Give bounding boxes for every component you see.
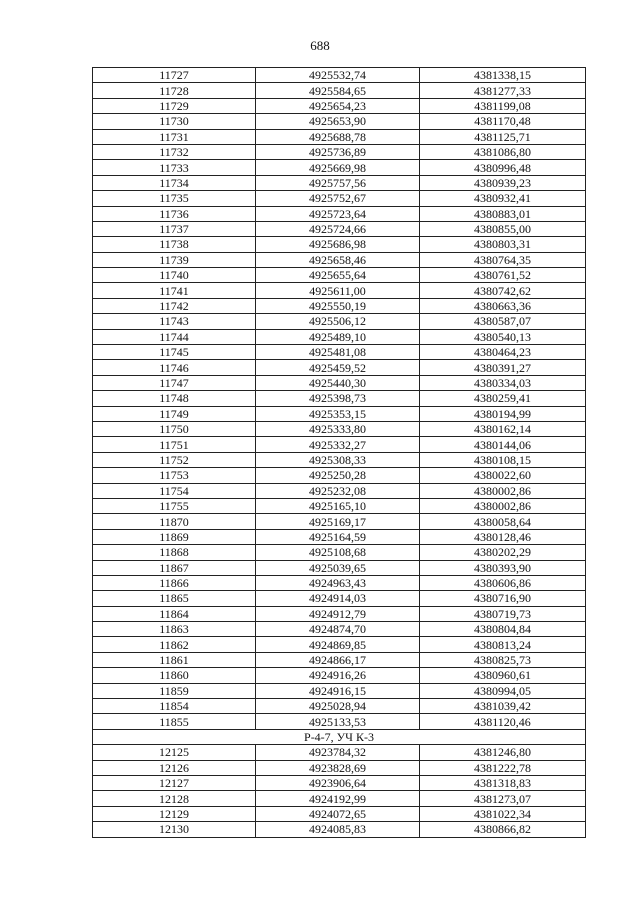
table-row — [93, 191, 586, 206]
table-row — [93, 699, 586, 714]
y-coordinate-cell: 4380540,13 — [420, 329, 586, 344]
y-coordinate-cell: 4381039,42 — [420, 699, 586, 714]
x-coordinate-cell: 4925398,73 — [256, 391, 420, 406]
y-coordinate-cell: 4380128,46 — [420, 529, 586, 544]
table-row — [93, 468, 586, 483]
x-coordinate-cell: 4925440,30 — [256, 375, 420, 390]
point-number-cell: 11751 — [93, 437, 256, 452]
table-row — [93, 83, 586, 98]
point-number-cell: 11864 — [93, 606, 256, 621]
x-coordinate-cell: 4924874,70 — [256, 622, 420, 637]
y-coordinate-cell: 4380259,41 — [420, 391, 586, 406]
x-coordinate-cell: 4925611,00 — [256, 283, 420, 298]
table-row — [93, 745, 586, 760]
table-row — [93, 391, 586, 406]
table-row — [93, 175, 586, 190]
table-row — [93, 98, 586, 113]
x-coordinate-cell: 4923784,32 — [256, 745, 420, 760]
point-number-cell: 12127 — [93, 775, 256, 790]
y-coordinate-cell: 4381022,34 — [420, 806, 586, 821]
point-number-cell: 11755 — [93, 498, 256, 513]
point-number-cell: 11744 — [93, 329, 256, 344]
table-row — [93, 498, 586, 513]
table-row — [93, 206, 586, 221]
point-number-cell: 11862 — [93, 637, 256, 652]
y-coordinate-cell: 4380813,24 — [420, 637, 586, 652]
y-coordinate-cell: 4381318,83 — [420, 775, 586, 790]
coordinates-table — [92, 67, 586, 838]
point-number-cell: 11863 — [93, 622, 256, 637]
x-coordinate-cell: 4923828,69 — [256, 760, 420, 775]
point-number-cell: 11750 — [93, 421, 256, 436]
table-row — [93, 114, 586, 129]
x-coordinate-cell: 4925332,27 — [256, 437, 420, 452]
x-coordinate-cell: 4925108,68 — [256, 545, 420, 560]
y-coordinate-cell: 4381170,48 — [420, 114, 586, 129]
x-coordinate-cell: 4925481,08 — [256, 345, 420, 360]
table-row — [93, 791, 586, 806]
y-coordinate-cell: 4380002,86 — [420, 483, 586, 498]
table-row — [93, 483, 586, 498]
table-row — [93, 437, 586, 452]
y-coordinate-cell: 4380162,14 — [420, 421, 586, 436]
x-coordinate-cell: 4925489,10 — [256, 329, 420, 344]
x-coordinate-cell: 4924085,83 — [256, 822, 420, 837]
point-number-cell: 11870 — [93, 514, 256, 529]
x-coordinate-cell: 4925133,53 — [256, 714, 420, 729]
y-coordinate-cell: 4380058,64 — [420, 514, 586, 529]
table-row — [93, 529, 586, 544]
point-number-cell: 11860 — [93, 668, 256, 683]
table-row — [93, 775, 586, 790]
table-row — [93, 668, 586, 683]
x-coordinate-cell: 4925169,17 — [256, 514, 420, 529]
x-coordinate-cell: 4925232,08 — [256, 483, 420, 498]
x-coordinate-cell: 4925550,19 — [256, 298, 420, 313]
point-number-cell: 11740 — [93, 268, 256, 283]
x-coordinate-cell: 4925164,59 — [256, 529, 420, 544]
point-number-cell: 11731 — [93, 129, 256, 144]
table-row — [93, 683, 586, 698]
x-coordinate-cell: 4924192,99 — [256, 791, 420, 806]
point-number-cell: 11730 — [93, 114, 256, 129]
y-coordinate-cell: 4380194,99 — [420, 406, 586, 421]
point-number-cell: 11754 — [93, 483, 256, 498]
table-body — [93, 68, 586, 838]
x-coordinate-cell: 4925459,52 — [256, 360, 420, 375]
x-coordinate-cell: 4925752,67 — [256, 191, 420, 206]
y-coordinate-cell: 4380716,90 — [420, 591, 586, 606]
point-number-cell: 11861 — [93, 652, 256, 667]
table-row — [93, 452, 586, 467]
x-coordinate-cell: 4925250,28 — [256, 468, 420, 483]
table-row — [93, 268, 586, 283]
table-row — [93, 806, 586, 821]
table-row — [93, 252, 586, 267]
x-coordinate-cell: 4925165,10 — [256, 498, 420, 513]
table-row — [93, 68, 586, 83]
point-number-cell: 11749 — [93, 406, 256, 421]
y-coordinate-cell: 4381199,08 — [420, 98, 586, 113]
point-number-cell: 12125 — [93, 745, 256, 760]
point-number-cell: 11753 — [93, 468, 256, 483]
y-coordinate-cell: 4380761,52 — [420, 268, 586, 283]
point-number-cell: 11854 — [93, 699, 256, 714]
table-row — [93, 283, 586, 298]
x-coordinate-cell: 4923906,64 — [256, 775, 420, 790]
point-number-cell: 11736 — [93, 206, 256, 221]
y-coordinate-cell: 4380804,84 — [420, 622, 586, 637]
x-coordinate-cell: 4925757,56 — [256, 175, 420, 190]
point-number-cell: 11732 — [93, 144, 256, 159]
point-number-cell: 12129 — [93, 806, 256, 821]
table-row — [93, 345, 586, 360]
page-number: 688 — [310, 38, 330, 53]
table-row — [93, 375, 586, 390]
x-coordinate-cell: 4925688,78 — [256, 129, 420, 144]
table-row — [93, 221, 586, 236]
x-coordinate-cell: 4925723,64 — [256, 206, 420, 221]
x-coordinate-cell: 4925308,33 — [256, 452, 420, 467]
table-row — [93, 314, 586, 329]
table-row — [93, 652, 586, 667]
y-coordinate-cell: 4380883,01 — [420, 206, 586, 221]
point-number-cell: 11742 — [93, 298, 256, 313]
point-number-cell: 11737 — [93, 221, 256, 236]
point-number-cell: 11752 — [93, 452, 256, 467]
point-number-cell: 11868 — [93, 545, 256, 560]
y-coordinate-cell: 4380663,36 — [420, 298, 586, 313]
table-row — [93, 822, 586, 837]
x-coordinate-cell: 4925655,64 — [256, 268, 420, 283]
y-coordinate-cell: 4381222,78 — [420, 760, 586, 775]
table-row — [93, 622, 586, 637]
y-coordinate-cell: 4380960,61 — [420, 668, 586, 683]
table-row — [93, 329, 586, 344]
y-coordinate-cell: 4380803,31 — [420, 237, 586, 252]
table-row — [93, 714, 586, 729]
y-coordinate-cell: 4381086,80 — [420, 144, 586, 159]
x-coordinate-cell: 4924916,26 — [256, 668, 420, 683]
point-number-cell: 11733 — [93, 160, 256, 175]
table-row — [93, 545, 586, 560]
point-number-cell: 11859 — [93, 683, 256, 698]
y-coordinate-cell: 4380994,05 — [420, 683, 586, 698]
y-coordinate-cell: 4380464,23 — [420, 345, 586, 360]
point-number-cell: 11855 — [93, 714, 256, 729]
x-coordinate-cell: 4924072,65 — [256, 806, 420, 821]
table-row — [93, 606, 586, 621]
table-row — [93, 160, 586, 175]
point-number-cell: 12130 — [93, 822, 256, 837]
point-number-cell: 11747 — [93, 375, 256, 390]
y-coordinate-cell: 4381338,15 — [420, 68, 586, 83]
table-row — [93, 129, 586, 144]
x-coordinate-cell: 4925028,94 — [256, 699, 420, 714]
y-coordinate-cell: 4380144,06 — [420, 437, 586, 452]
x-coordinate-cell: 4924912,79 — [256, 606, 420, 621]
point-number-cell: 11739 — [93, 252, 256, 267]
x-coordinate-cell: 4925724,66 — [256, 221, 420, 236]
point-number-cell: 11865 — [93, 591, 256, 606]
y-coordinate-cell: 4380866,82 — [420, 822, 586, 837]
x-coordinate-cell: 4924866,17 — [256, 652, 420, 667]
x-coordinate-cell: 4924916,15 — [256, 683, 420, 698]
x-coordinate-cell: 4925736,89 — [256, 144, 420, 159]
y-coordinate-cell: 4380939,23 — [420, 175, 586, 190]
point-number-cell: 11727 — [93, 68, 256, 83]
point-number-cell: 12126 — [93, 760, 256, 775]
table-row — [93, 406, 586, 421]
point-number-cell: 11869 — [93, 529, 256, 544]
y-coordinate-cell: 4380334,03 — [420, 375, 586, 390]
point-number-cell: 11746 — [93, 360, 256, 375]
y-coordinate-cell: 4380932,41 — [420, 191, 586, 206]
point-number-cell: 11867 — [93, 560, 256, 575]
y-coordinate-cell: 4380825,73 — [420, 652, 586, 667]
point-number-cell: 11745 — [93, 345, 256, 360]
y-coordinate-cell: 4380855,00 — [420, 221, 586, 236]
y-coordinate-cell: 4380202,29 — [420, 545, 586, 560]
x-coordinate-cell: 4924869,85 — [256, 637, 420, 652]
section-heading: Р-4-7, УЧ К-3 — [93, 729, 586, 744]
y-coordinate-cell: 4380393,90 — [420, 560, 586, 575]
x-coordinate-cell: 4925584,65 — [256, 83, 420, 98]
table-row — [93, 591, 586, 606]
y-coordinate-cell: 4381246,80 — [420, 745, 586, 760]
y-coordinate-cell: 4381120,46 — [420, 714, 586, 729]
y-coordinate-cell: 4380022,60 — [420, 468, 586, 483]
x-coordinate-cell: 4924914,03 — [256, 591, 420, 606]
table-row — [93, 144, 586, 159]
table-row — [93, 360, 586, 375]
y-coordinate-cell: 4380108,15 — [420, 452, 586, 467]
x-coordinate-cell: 4925658,46 — [256, 252, 420, 267]
x-coordinate-cell: 4925039,65 — [256, 560, 420, 575]
table-row — [93, 575, 586, 590]
y-coordinate-cell: 4380002,86 — [420, 498, 586, 513]
x-coordinate-cell: 4925654,23 — [256, 98, 420, 113]
x-coordinate-cell: 4925333,80 — [256, 421, 420, 436]
y-coordinate-cell: 4381125,71 — [420, 129, 586, 144]
point-number-cell: 11866 — [93, 575, 256, 590]
table-row — [93, 298, 586, 313]
y-coordinate-cell: 4380764,35 — [420, 252, 586, 267]
table-row — [93, 637, 586, 652]
y-coordinate-cell: 4380587,07 — [420, 314, 586, 329]
point-number-cell: 11743 — [93, 314, 256, 329]
y-coordinate-cell: 4381277,33 — [420, 83, 586, 98]
table-row — [93, 560, 586, 575]
x-coordinate-cell: 4925686,98 — [256, 237, 420, 252]
x-coordinate-cell: 4925653,90 — [256, 114, 420, 129]
point-number-cell: 11741 — [93, 283, 256, 298]
point-number-cell: 11728 — [93, 83, 256, 98]
y-coordinate-cell: 4380391,27 — [420, 360, 586, 375]
y-coordinate-cell: 4380719,73 — [420, 606, 586, 621]
point-number-cell: 11734 — [93, 175, 256, 190]
point-number-cell: 11738 — [93, 237, 256, 252]
point-number-cell: 11735 — [93, 191, 256, 206]
point-number-cell: 11748 — [93, 391, 256, 406]
x-coordinate-cell: 4925669,98 — [256, 160, 420, 175]
section-heading-row — [93, 729, 586, 744]
point-number-cell: 12128 — [93, 791, 256, 806]
table-row — [93, 237, 586, 252]
table-row — [93, 421, 586, 436]
y-coordinate-cell: 4380606,86 — [420, 575, 586, 590]
x-coordinate-cell: 4925506,12 — [256, 314, 420, 329]
y-coordinate-cell: 4380996,48 — [420, 160, 586, 175]
y-coordinate-cell: 4381273,07 — [420, 791, 586, 806]
point-number-cell: 11729 — [93, 98, 256, 113]
x-coordinate-cell: 4925353,15 — [256, 406, 420, 421]
x-coordinate-cell: 4924963,43 — [256, 575, 420, 590]
table-row — [93, 760, 586, 775]
y-coordinate-cell: 4380742,62 — [420, 283, 586, 298]
x-coordinate-cell: 4925532,74 — [256, 68, 420, 83]
table-row — [93, 514, 586, 529]
